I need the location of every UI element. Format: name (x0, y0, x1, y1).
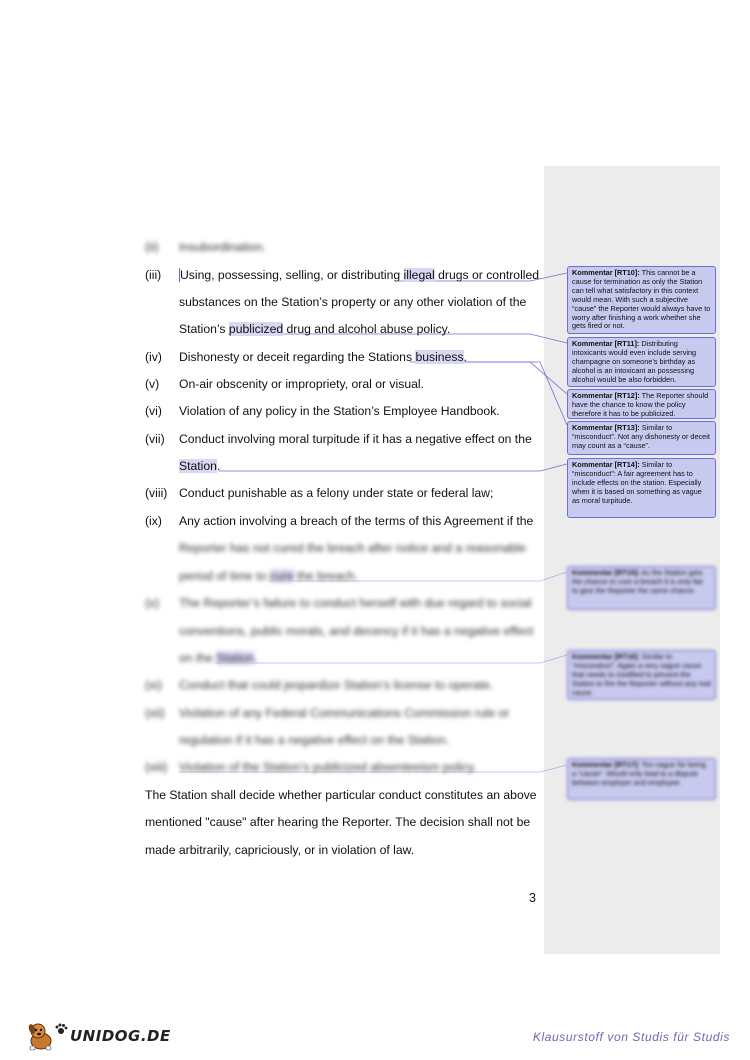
comment-label: Kommentar [RT11]: (572, 339, 640, 348)
comment-text: As the Station gets the chance to cure a breach it is only fair to give the Reporter the same chance. (572, 568, 704, 595)
comment-rt17[interactable] (567, 758, 716, 800)
comment-rt12[interactable] (567, 389, 716, 419)
item-text: Any action involving a breach of the terms of this Agreement if the (179, 514, 534, 528)
item-number: (viii) (145, 486, 168, 500)
comment-label: Kommentar [RT10]: (572, 268, 640, 277)
comment-rt10[interactable] (567, 266, 716, 334)
item-text: Violation of any Federal Communications Commission rule or (179, 706, 510, 720)
comment-text: Too vague for being a “cause”. Would only lead to a dispute between employer and employee. (572, 760, 706, 787)
footer-tagline: Klausurstoff von Studis für Studis (532, 1030, 730, 1044)
comment-rt11[interactable] (567, 337, 716, 387)
dog-icon (24, 1019, 58, 1053)
closing-line: The Station shall decide whether particular conduct constitutes an above (145, 788, 537, 802)
item-text: period of time to cure the breach. (179, 569, 358, 583)
item-number: (xi) (145, 678, 162, 692)
item-number: (vii) (145, 432, 165, 446)
item-number: (xii) (145, 706, 165, 720)
item-text: Conduct involving moral turpitude if it has a negative effect on the (179, 432, 532, 446)
item-number: (vi) (145, 404, 162, 418)
comment-rt16[interactable] (567, 650, 716, 700)
unidog-logo[interactable] (24, 1018, 171, 1054)
item-text: On-air obscenity or impropriety, oral or visual. (179, 377, 424, 391)
comment-label: Kommentar [RT16]: (572, 652, 640, 661)
item-text: Conduct that could jeopardize Station’s license to operate. (179, 678, 494, 692)
item-text: Conduct punishable as a felony under state or federal law; (179, 486, 494, 500)
comment-label: Kommentar [RT14]: (572, 460, 640, 469)
item-text: conventions, public morals, and decency if it has a negative effect (179, 624, 534, 638)
item-text: substances on the Station’s property or any other violation of the (179, 295, 527, 309)
highlight-business: business (415, 350, 464, 364)
item-text: Using, possessing, selling, or distributing illegal drugs or controlled (180, 268, 540, 282)
comment-text: Similar to “misconduct”. Again a very vague cause that needs to modified to prevent the Station to fire the Reporter without any real cause. (572, 652, 711, 697)
paw-icon (54, 1022, 68, 1036)
item-text: regulation if it has a negative effect on the Station. (179, 733, 450, 747)
item-number: (iii) (145, 268, 162, 282)
logo-text: UNIDOG.DE (70, 1027, 171, 1045)
highlight-cure: cure (269, 569, 294, 583)
comment-text: Similar to “misconduct”. Not any dishonesty or deceit may count as a “cause”. (572, 423, 710, 450)
item-text: The Reporter’s failure to conduct herself with due regard to social (179, 596, 532, 610)
connector-rt14 (219, 464, 567, 471)
comment-text: This cannot be a cause for termination as only the Station can tell what satisfactory in this context would mean. With such a subjective “cause” the Reporter would always have to worry after finishing a work whether she gets fired or not. (572, 268, 711, 331)
comment-label: Kommentar [RT17]: (572, 760, 640, 769)
item-text: on the Station. (179, 651, 258, 665)
item-text: Reporter has not cured the breach after notice and a reasonable (179, 541, 526, 555)
comment-rt14[interactable] (567, 458, 716, 518)
comment-label: Kommentar [RT13]: (572, 423, 640, 432)
closing-line: mentioned "cause" after hearing the Reporter. The decision shall not be (145, 815, 531, 829)
item-number: (v) (145, 377, 160, 391)
item-text: Station’s publicized drug and alcohol abuse policy. (179, 322, 451, 336)
item-number: (ii) (145, 240, 159, 254)
comment-text: Distributing intoxicants would even include serving champagne on someone’s birthday as alcohol is an intoxicant an possessing alcohol would be also forbidden. (572, 339, 697, 384)
item-text: Violation of the Station’s publicized absenteeism policy. (179, 760, 477, 774)
comment-rt15[interactable] (567, 566, 716, 610)
comment-rt13[interactable] (567, 421, 716, 455)
item-text: Station. (179, 459, 221, 473)
item-number: (xiii) (145, 760, 168, 774)
highlight-publicized: publicized (228, 322, 284, 336)
item-number: (ix) (145, 514, 162, 528)
closing-line: made arbitrarily, capriciously, or in violation of law. (145, 843, 415, 857)
page-number: 3 (529, 891, 536, 905)
comment-text: Similar to “misconduct”: A fair agreement has to include effects on the station. Especially when it is based on something as vague as moral turpitude. (572, 460, 702, 505)
comment-label: Kommentar [RT15]: (572, 568, 640, 577)
item-text: Insubordination. (179, 240, 266, 254)
item-text: Dishonesty or deceit regarding the Stations business. (179, 350, 467, 364)
highlight-station: Station (179, 459, 217, 473)
connector-rt16 (215, 655, 567, 663)
comment-label: Kommentar [RT12]: (572, 391, 640, 400)
item-number: (x) (145, 596, 160, 610)
item-text: Violation of any policy in the Station’s Employee Handbook. (179, 404, 500, 418)
connector-rt12 (410, 362, 567, 394)
comment-text: The Reporter should have the chance to know the policy therefore it has to be publicized. (572, 391, 709, 418)
highlight-station2: Station (216, 651, 255, 665)
highlight-illegal: illegal (403, 268, 435, 282)
item-number: (iv) (145, 350, 162, 364)
